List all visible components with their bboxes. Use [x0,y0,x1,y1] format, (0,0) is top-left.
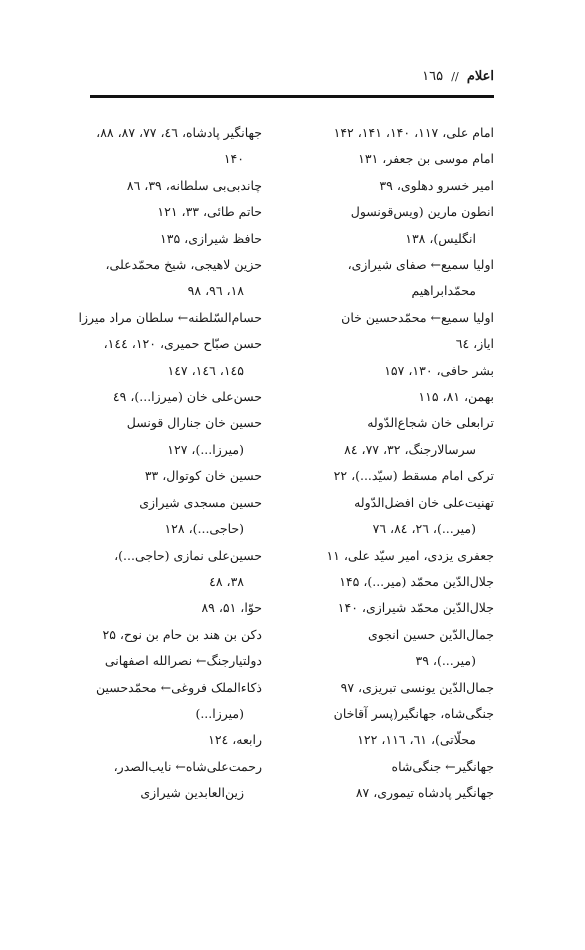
index-entry [90,199,262,225]
index-entry-text: حوّا، ۵۱، ۸۹ [201,600,262,616]
section-title: اعلام [466,69,494,84]
index-entry [307,410,494,463]
index-entry [307,358,494,384]
index-entry [307,543,494,569]
index-entry-text: امیر خسرو دهلوی، ۳۹ [379,177,494,193]
index-entry-text: ترکی امام مسقط (سیّد...)، ۲۲ [333,468,494,484]
index-entry [307,701,494,754]
index-column-left [78,120,262,807]
index-entry-continuation: (میرزا...) [195,705,244,721]
index-entry-text: اولیا سمیع← محمّدحسین خان [341,309,494,325]
index-entry [307,754,494,780]
index-entry [307,780,494,806]
index-entry-continuation: ۱۸، ۹٦، ۹۸ [187,283,244,299]
index-entry-text: جعفری یزدی، امیر سیّد علی، ۱۱ [326,547,494,563]
index-entry [78,305,262,331]
index-entry-text: حسن‌علی خان (میرزا...)، ٤۹ [112,389,262,405]
index-entry-text: امام علی، ۱۱۷، ۱۴۰، ۱۴۱، ۱۴۲ [333,125,494,140]
index-entry-text: ذکاءالملک فروغی← محمّدحسین [95,679,262,695]
index-entry-continuation: (میر...)، ۳۹ [415,653,476,669]
index-entry [307,331,494,357]
index-entry [307,173,494,199]
index-entry [90,252,262,305]
index-entry [307,252,494,305]
index-entry [90,727,262,753]
index-entry-text: حسین خان کوتوال، ۳۳ [144,468,262,484]
page-number: ۱٦۵ [422,69,444,84]
index-entry-continuation: ۱۴۰ [223,151,244,167]
header-separator: // [451,70,459,83]
running-header [90,66,494,88]
index-entry [90,226,262,252]
index-entry [307,146,494,172]
index-entry [90,595,262,621]
index-entry [90,410,262,463]
index-entry-text: بشر حافی، ۱۳۰، ۱۵۷ [384,362,494,378]
index-entry-text: رابعه، ۱۲٤ [208,732,262,748]
index-entry-text: جمال‌الدّین یونسی تبریزی، ۹۷ [340,679,494,695]
index-entry [90,120,262,173]
index-entry-continuation: (حاجی...)، ۱۲۸ [164,521,244,537]
index-entry-text: جهانگیر← جنگی‌شاه [391,758,494,774]
index-entry [90,490,262,543]
index-entry-text: تهنیت‌علی خان افضل‌الدّوله [354,494,494,510]
index-entry-text: حسن صبّاح حمیری، ۱۲۰، ۱٤٤، [103,336,262,352]
index-entry-continuation: زین‌العابدین شیرازی [140,785,244,801]
index-entry-text: دولتیارجنگ← نصرالله اصفهانی [104,653,262,669]
index-entry [90,754,262,807]
index-entry [307,384,494,410]
index-entry [307,490,494,543]
index-entry-continuation: ۳۸، ٤۸ [209,573,244,589]
index-entry-text: حافظ شیرازی، ۱۳۵ [160,230,262,246]
index-entry-continuation: محلّاتی)، ٦۱، ۱۱٦، ۱۲۲ [357,732,476,748]
index-entry-continuation: سرسالارجنگ، ۳۲، ۷۷، ۸٤ [344,441,476,457]
index-entry-text: حزین لاهیجی، شیخ محمّدعلی، [105,257,262,273]
index-entry-text: جلال‌الدّین محمّد (میر...)، ۱۴۵ [339,573,494,589]
index-entry [307,463,494,489]
index-entry-text: چاندبی‌بی سلطانه، ۳۹، ۸٦ [126,177,262,193]
index-entry-continuation: ۱٤۵، ۱٤٦، ۱٤۷ [167,362,244,378]
index-entry-text: ایاز، ٦٤ [455,336,494,352]
index-entry [307,199,494,252]
index-entry [90,622,262,648]
index-column-right [307,120,494,807]
index-entry [90,648,262,674]
index-entry-text: حسین خان جنارال قونسل [126,415,262,431]
index-entry [307,622,494,675]
index-entry [90,463,262,489]
index-entry-continuation: (میر...)، ۲٦، ۸٤، ۷٦ [372,521,476,537]
index-entry-continuation: انگلیس)، ۱۳۸ [405,230,476,246]
index-entry [90,331,262,384]
index-entry-text: جنگی‌شاه، جهانگیر(پسر آقاخان [333,705,494,721]
index-entry-text: رحمت‌علی‌شاه← نایب‌الصدر، [113,758,262,774]
index-entry-text: حسین مسجدی شیرازی [139,494,262,510]
index-entry-text: حسین‌علی نمازی (حاجی...)، [114,547,262,563]
index-entry [307,305,494,331]
index-entry-text: بهمن، ۸۱، ۱۱۵ [418,389,494,405]
index-entry-text: امام موسی بن جعفر، ۱۳۱ [358,151,494,167]
index-entry [90,543,262,596]
index-entry [307,595,494,621]
index-entry-text: جمال‌الدّین حسین انجوی [367,626,494,642]
index-entry [90,173,262,199]
index-entry [307,675,494,701]
index-entry-continuation: محمّدابراهیم [411,283,476,299]
index-entry-text: جلال‌الدّین محمّد شیرازی، ۱۴۰ [337,600,494,616]
index-entry-continuation: (میرزا...)، ۱۲۷ [167,441,244,457]
index-entry-text: جهانگیر پادشاه تیموری، ۸۷ [355,785,494,801]
header-rule [90,95,494,98]
index-entry-text: ترابعلی خان شجاع‌الدّوله [367,415,494,431]
index-entry [307,120,494,146]
index-entry-text: انطون مارین (ویس‌قونسول [350,204,494,220]
index-entry-text: حسام‌السّلطنه← سلطان مراد میرزا [78,309,262,325]
index-entry-text: حاتم طائی، ۳۳، ۱۲۱ [157,204,262,220]
index-entry-text: جهانگیر پادشاه، ٤٦، ۷۷، ۸۷، ۸۸، [96,125,262,140]
index-entry-text: دکن بن هند بن حام بن نوح، ۲۵ [102,626,262,642]
index-entry [307,569,494,595]
index-entry-text: اولیا سمیع← صفای شیرازی، [347,257,494,273]
index-entry [90,384,262,410]
index-entry [90,675,262,728]
